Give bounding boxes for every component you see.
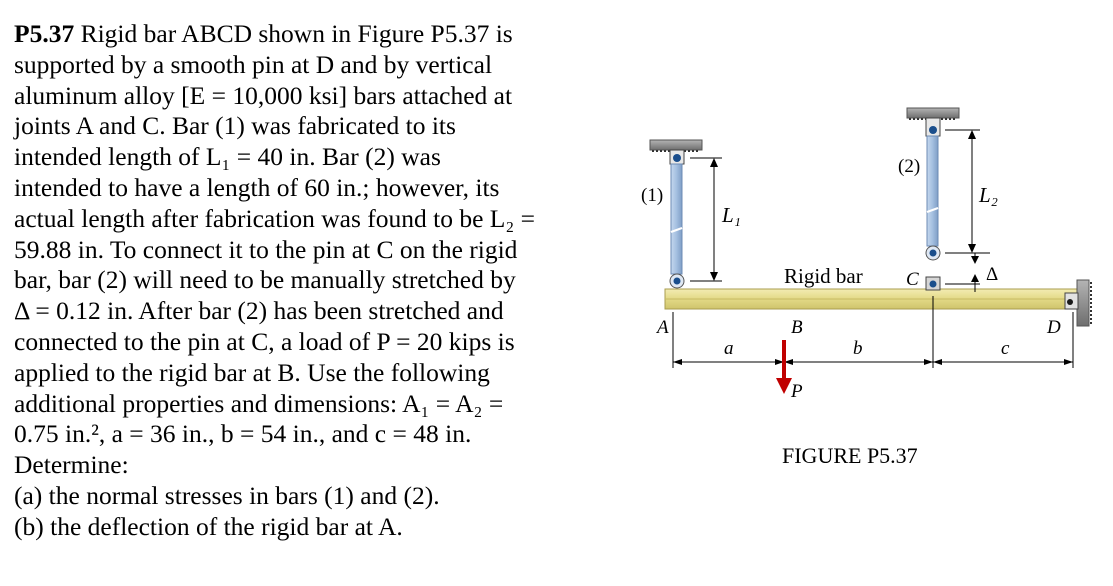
label-l1: L₁ (722, 203, 741, 227)
support-bar1 (650, 140, 702, 164)
problem-line-14: 0.75 in.², a = 36 in., b = 54 in., and c = 48 in. (14, 419, 472, 449)
label-d-point: D (1047, 317, 1061, 338)
support-bar2 (907, 108, 959, 136)
label-b-point: B (791, 317, 803, 338)
dimension-delta (945, 253, 980, 292)
problem-line-11: connected to the pin at C, a load of P = 20 kips is (14, 326, 515, 356)
label-dim-b: b (853, 338, 863, 359)
label-l2: L₂ (979, 183, 998, 207)
problem-line-17: (b) the deflection of the rigid bar at A. (14, 511, 403, 541)
label-a-point: A (657, 317, 669, 338)
label-bar1: (1) (641, 185, 664, 206)
problem-line-2: supported by a smooth pin at D and by vertical (14, 49, 493, 79)
problem-line-10: Δ = 0.12 in. After bar (2) has been stretched and (14, 296, 504, 326)
problem-line-6: intended to have a length of 60 in.; however, its (14, 172, 500, 202)
problem-number: P5.37 (14, 19, 75, 48)
label-c: C (906, 269, 919, 290)
problem-line-3: aluminum alloy [E = 10,000 ksi] bars attached at (14, 80, 513, 110)
problem-line-16: (a) the normal stresses in bars (1) and (2). (14, 480, 440, 510)
label-delta: Δ (986, 264, 999, 285)
label-rigid-bar: Rigid bar (784, 264, 863, 288)
support-d (1065, 280, 1091, 326)
bar-2 (926, 136, 940, 260)
label-dim-c: c (1001, 338, 1010, 359)
problem-line-7: actual length after fabrication was found to be L₂ = (14, 203, 536, 233)
pin-c (926, 277, 940, 290)
label-dim-a: a (724, 338, 734, 359)
load-p-arrow (776, 340, 792, 394)
rigid-bar (665, 289, 1077, 309)
dimension-l1 (690, 158, 722, 281)
problem-line-5: intended length of L₁ = 40 in. Bar (2) was (14, 142, 441, 172)
label-bar2: (2) (898, 156, 921, 177)
problem-line-4: joints A and C. Bar (1) was fabricated to its (14, 111, 456, 141)
problem-line-8: 59.88 in. To connect it to the pin at C on the rigid (14, 234, 518, 264)
figure-caption: FIGURE P5.37 (782, 443, 918, 468)
problem-line-13: additional properties and dimensions: A₁ = A₂ = (14, 388, 504, 418)
problem-line-9: bar, bar (2) will need to be manually stretched by (14, 265, 516, 295)
label-load-p: P (791, 381, 803, 402)
problem-line-12: applied to the rigid bar at B. Use the following (14, 357, 490, 387)
problem-line-1: P5.37 Rigid bar ABCD shown in Figure P5.37 is (14, 19, 513, 48)
problem-line-15: Determine: (14, 450, 129, 480)
bar-1 (670, 164, 684, 288)
